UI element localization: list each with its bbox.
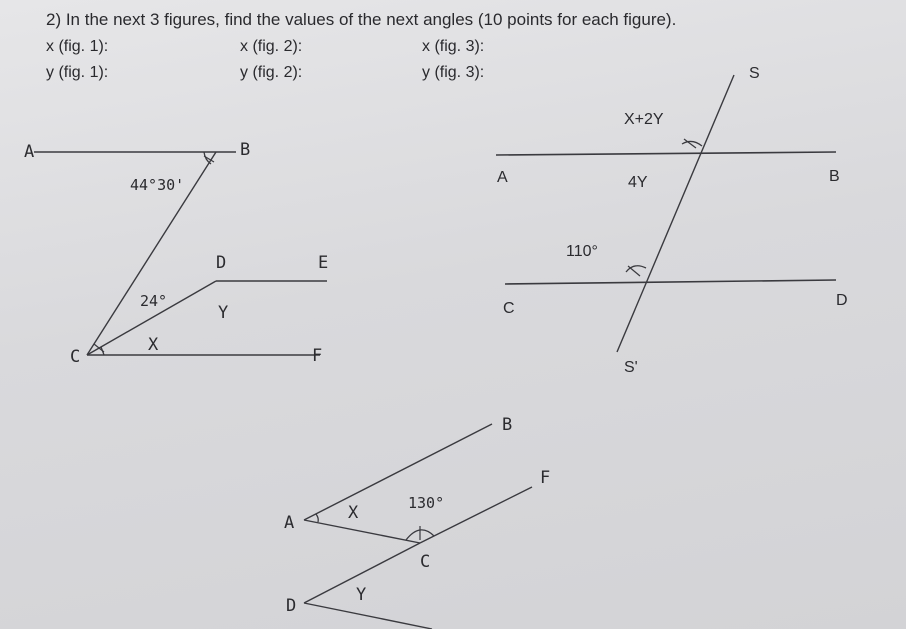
fig1-angle-mid-value: 24° bbox=[140, 292, 168, 310]
answer-y-fig2: y (fig. 2): bbox=[240, 64, 303, 81]
fig3-line-ac bbox=[304, 520, 420, 543]
fig2-label-c: C bbox=[503, 300, 515, 317]
fig2-label-a: A bbox=[497, 169, 508, 186]
fig1-label-e: E bbox=[318, 253, 329, 273]
fig2-angle-tick-low bbox=[628, 266, 640, 276]
fig3-label-a: A bbox=[284, 513, 295, 533]
fig3-label-f: F bbox=[540, 468, 551, 488]
fig3-label-c: C bbox=[420, 552, 431, 572]
answer-y-fig3: y (fig. 3): bbox=[422, 64, 485, 81]
fig3-line-ab bbox=[304, 424, 492, 520]
fig1-label-b: B bbox=[240, 140, 251, 160]
fig3-label-b: B bbox=[502, 415, 513, 435]
fig1-angle-y: Y bbox=[218, 303, 229, 323]
figure-3 bbox=[284, 415, 550, 629]
fig1-angle-top-value: 44°30' bbox=[130, 176, 185, 194]
figure-2 bbox=[496, 65, 848, 376]
fig1-label-c: C bbox=[70, 347, 81, 367]
answer-x-fig1: x (fig. 1): bbox=[46, 38, 109, 55]
fig2-line-cd bbox=[505, 280, 836, 284]
fig2-angle-tick-top bbox=[684, 139, 696, 148]
figure-1 bbox=[24, 140, 328, 367]
fig3-label-d: D bbox=[286, 596, 297, 616]
fig3-angle-value: 130° bbox=[408, 494, 445, 512]
question-title: 2) In the next 3 figures, find the values of the next angles (10 points for each figure). bbox=[46, 10, 677, 29]
fig3-angle-x: X bbox=[348, 503, 359, 523]
fig1-label-d: D bbox=[216, 253, 227, 273]
fig2-angle-low-value: 110° bbox=[566, 243, 598, 260]
fig3-line-d-lower bbox=[304, 603, 432, 629]
answer-x-fig2: x (fig. 2): bbox=[240, 38, 303, 55]
fig2-angle-top-value: X+2Y bbox=[624, 111, 664, 128]
fig2-label-s-prime: S' bbox=[624, 359, 638, 376]
fig1-angle-x: X bbox=[148, 335, 159, 355]
fig1-label-f: F bbox=[312, 346, 323, 366]
fig1-label-a: A bbox=[24, 142, 35, 162]
answer-x-fig3: x (fig. 3): bbox=[422, 38, 485, 55]
answer-y-fig1: y (fig. 1): bbox=[46, 64, 109, 81]
fig3-angle-mark-a bbox=[316, 514, 318, 522]
fig2-line-ab bbox=[496, 152, 836, 155]
fig2-label-d: D bbox=[836, 292, 848, 309]
fig2-angle-mid-value: 4Y bbox=[628, 174, 648, 191]
fig2-label-b: B bbox=[829, 168, 840, 185]
fig3-angle-y: Y bbox=[356, 585, 367, 605]
fig2-label-s: S bbox=[749, 65, 760, 82]
